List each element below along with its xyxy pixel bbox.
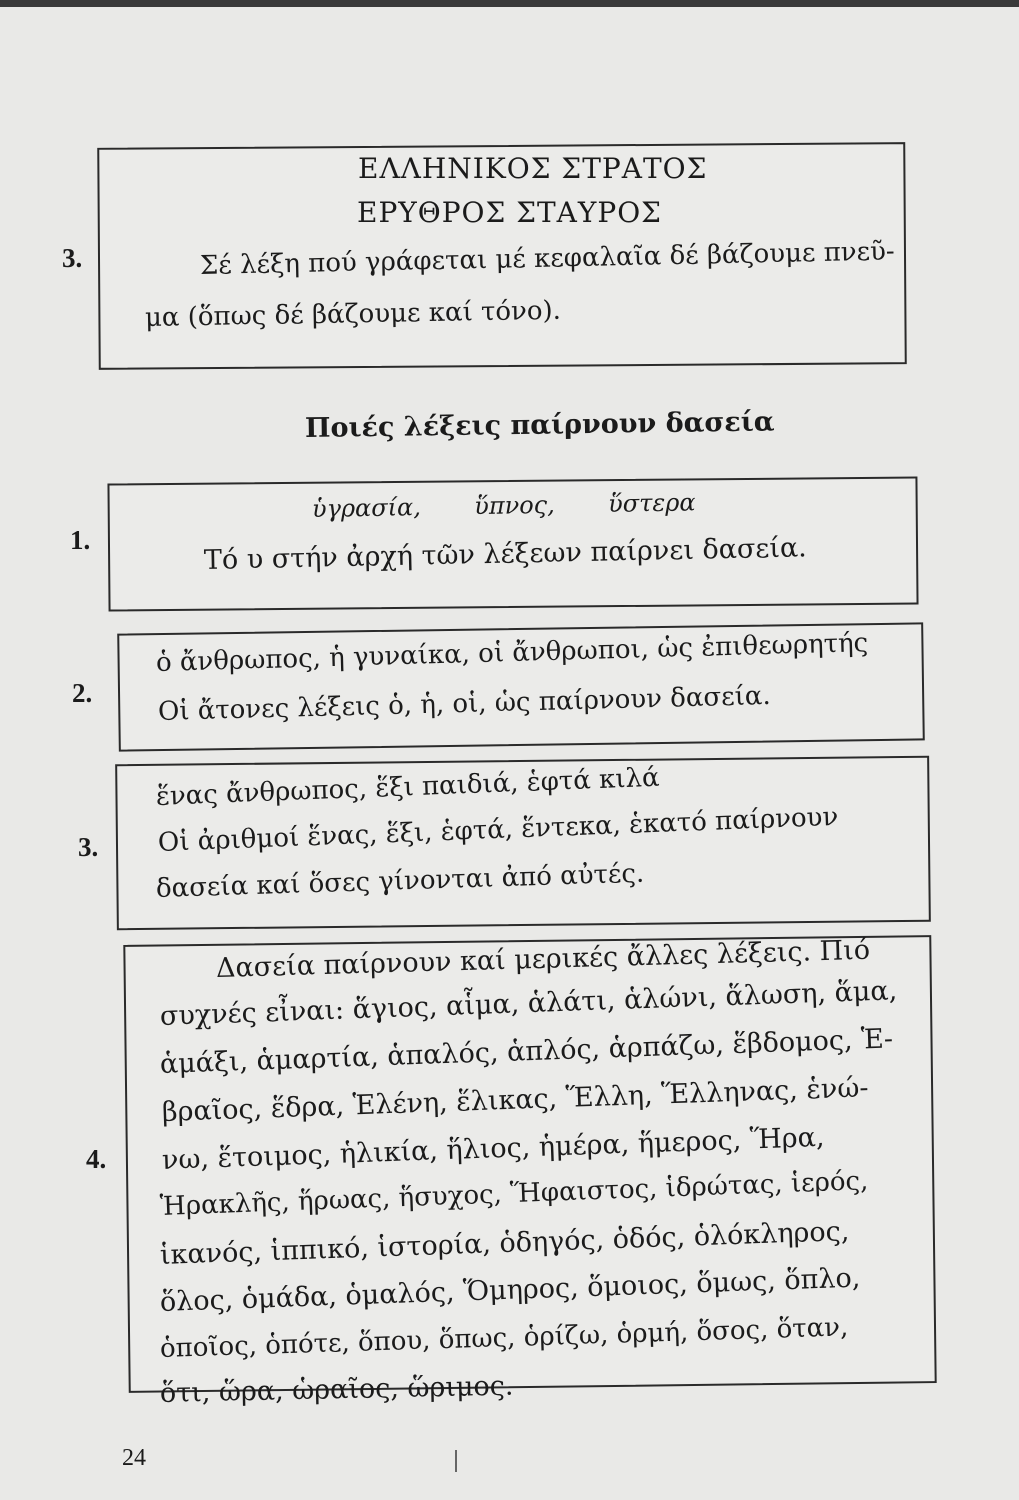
- rule-3-text-line-1: Οἱ ἀριθμοί ἕνας, ἕξι, ἑφτά, ἕντεκα, ἑκατό παίρνουν: [157, 801, 839, 858]
- rule-1-text: Τό υ στήν ἀρχή τῶν λέξεων παίρνει δασεία.: [203, 532, 808, 576]
- page-number: 24: [122, 1445, 146, 1471]
- rule-3-text-line-2: δασεία καί ὅσες γίνονται ἀπό αὐτές.: [155, 858, 645, 904]
- rule-4-line-6: Ἡρακλῆς, ἥρωας, ἥσυχος, Ἥφαιστος, ἱδρώτας, ἱερός,: [159, 1166, 869, 1222]
- rule-4-line-2: συχνές εἶναι: ἅγιος, αἷμα, ἁλάτι, ἁλώνι, ἅλωση, ἅμα,: [159, 975, 898, 1032]
- page-top-edge: [0, 0, 1019, 7]
- margin-mark: [455, 1450, 457, 1472]
- rule-2-example: ὁ ἄνθρωπος, ἡ γυναίκα, οἱ ἄνθρωποι, ὡς ἐπιθεωρητής: [155, 628, 869, 678]
- rule-4-line-8: ὅλος, ὁμάδα, ὁμαλός, Ὅμηρος, ὅμοιος, ὅμως, ὅπλο,: [159, 1262, 861, 1318]
- rule-4-line-3: ἁμάξι, ἁμαρτία, ἁπαλός, ἁπλός, ἁρπάζω, ἕβδομος, Ἑ-: [159, 1023, 894, 1080]
- rule-3-number: 3.: [78, 832, 99, 862]
- rule-2-number: 2.: [72, 678, 93, 708]
- rule-4-line-7: ἱκανός, ἱππικό, ἱστορία, ὁδηγός, ὁδός, ὁλόκληρος,: [159, 1215, 850, 1271]
- rule-4-line-10: ὅτι, ὥρα, ὡραῖος, ὥριμος.: [159, 1370, 514, 1409]
- rule-1-example: ὑγρασία, ὕπνος, ὕστερα: [311, 488, 696, 523]
- rule-4-line-5: νω, ἕτοιμος, ἡλικία, ἥλιος, ἡμέρα, ἥμερος, Ἥρα,: [161, 1121, 825, 1176]
- rule-4-number: 4.: [86, 1144, 107, 1174]
- rule-4-line-9: ὁποῖος, ὁπότε, ὅπου, ὅπως, ὁρίζω, ὁρμή, ὅσος, ὅταν,: [159, 1312, 849, 1364]
- rule-4-line-4: βραῖος, ἕδρα, Ἑλένη, ἕλικας, Ἕλλη, Ἕλληνας, ἑνώ-: [161, 1072, 869, 1128]
- rule-2-text: Οἱ ἄτονες λέξεις ὁ, ἡ, οἱ, ὡς παίρνουν δασεία.: [157, 680, 772, 727]
- title-line-2: ΕΡΥΘΡΟΣ ΣΤΑΥΡΟΣ: [357, 196, 662, 229]
- rule-1-number: 1.: [70, 525, 91, 555]
- title-line-1: ΕΛΛΗΝΙΚΟΣ ΣΤΡΑΤΟΣ: [358, 152, 708, 185]
- top-rule-line-2: μα (ὅπως δέ βάζουμε καί τόνο).: [144, 295, 562, 333]
- rule-3-example: ἕνας ἄνθρωπος, ἕξι παιδιά, ἑφτά κιλά: [155, 762, 661, 812]
- rule-4-line-1: Δασεία παίρνουν καί μερικές ἄλλες λέξεις. Πιό: [215, 934, 871, 984]
- top-rule-number: 3.: [62, 243, 83, 273]
- top-rule-line-1: Σέ λέξη πού γράφεται μέ κεφαλαῖα δέ βάζουμε πνεῦ-: [199, 236, 895, 281]
- section-heading: Ποιές λέξεις παίρνουν δασεία: [304, 406, 775, 444]
